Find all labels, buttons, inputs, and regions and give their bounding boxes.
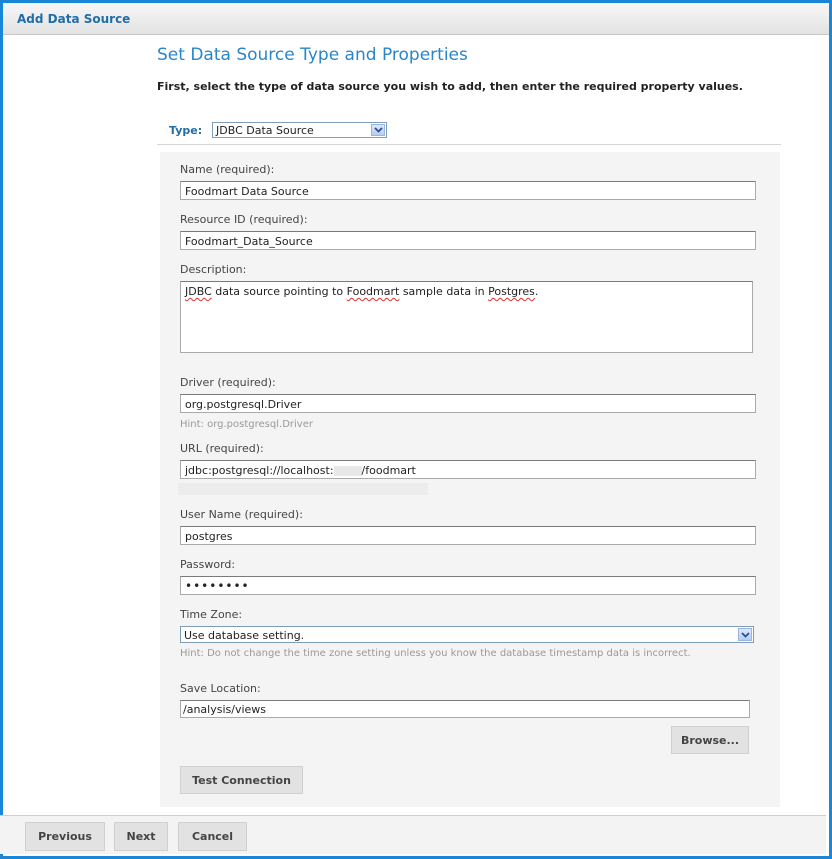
- save-location-value: /analysis/views: [183, 703, 267, 716]
- resource-id-field[interactable]: [180, 231, 756, 250]
- spellcheck-word: Postgres: [488, 285, 535, 298]
- description-text: sample data in: [399, 285, 489, 298]
- cancel-button[interactable]: Cancel: [178, 822, 247, 851]
- spellcheck-word: JDBC: [185, 285, 212, 298]
- user-name-label: User Name (required):: [180, 508, 303, 521]
- password-value: ••••••••: [185, 579, 250, 593]
- description-value: [185, 285, 538, 298]
- driver-field[interactable]: [180, 394, 756, 413]
- driver-value: org.postgresql.Driver: [185, 398, 302, 411]
- time-zone-hint: Hint: Do not change the time zone setting unless you know the database timestamp data is incorrect.: [180, 648, 691, 659]
- name-value: Foodmart Data Source: [185, 185, 309, 198]
- time-zone-label: Time Zone:: [180, 608, 243, 621]
- resource-id-label: Resource ID (required):: [180, 213, 308, 226]
- next-button[interactable]: Next: [114, 822, 168, 851]
- driver-label: Driver (required):: [180, 376, 276, 389]
- redacted-port: [334, 466, 362, 476]
- time-zone-select[interactable]: [180, 626, 754, 643]
- resource-id-value: Foodmart_Data_Source: [185, 235, 313, 248]
- name-label: Name (required):: [180, 163, 275, 176]
- password-field[interactable]: [180, 576, 756, 595]
- save-location-label: Save Location:: [180, 682, 261, 695]
- driver-hint: Hint: org.postgresql.Driver: [180, 419, 313, 430]
- time-zone-value: Use database setting.: [184, 629, 305, 642]
- spellcheck-word: Foodmart: [346, 285, 400, 298]
- user-name-value: postgres: [185, 530, 233, 543]
- description-text: .: [534, 285, 539, 298]
- window-title: Add Data Source: [17, 12, 131, 26]
- password-label: Password:: [180, 558, 236, 571]
- save-location-field[interactable]: [180, 700, 750, 718]
- chevron-down-icon[interactable]: [371, 124, 385, 136]
- type-select-value: JDBC Data Source: [216, 124, 314, 137]
- description-field[interactable]: [180, 281, 753, 353]
- test-connection-button[interactable]: Test Connection: [180, 766, 303, 794]
- url-field[interactable]: [180, 460, 756, 479]
- intro-text: First, select the type of data source you wish to add, then enter the required property values.: [157, 80, 743, 93]
- page-heading: Set Data Source Type and Properties: [157, 45, 468, 65]
- url-label: URL (required):: [180, 442, 264, 455]
- divider: [157, 144, 781, 145]
- description-text: data source pointing to: [211, 285, 347, 298]
- url-value: [185, 464, 416, 477]
- type-select[interactable]: [212, 122, 387, 138]
- type-label: Type:: [169, 124, 203, 137]
- name-field[interactable]: [180, 181, 756, 200]
- url-suffix: /foodmart: [361, 464, 416, 477]
- url-prefix: jdbc:postgresql://localhost:: [185, 464, 334, 477]
- redacted-hint: [178, 483, 428, 495]
- browse-button[interactable]: Browse...: [671, 726, 749, 754]
- description-label: Description:: [180, 263, 247, 276]
- previous-button[interactable]: Previous: [25, 822, 105, 851]
- user-name-field[interactable]: [180, 526, 756, 545]
- title-bar: [3, 3, 829, 35]
- chevron-down-icon[interactable]: [738, 628, 752, 641]
